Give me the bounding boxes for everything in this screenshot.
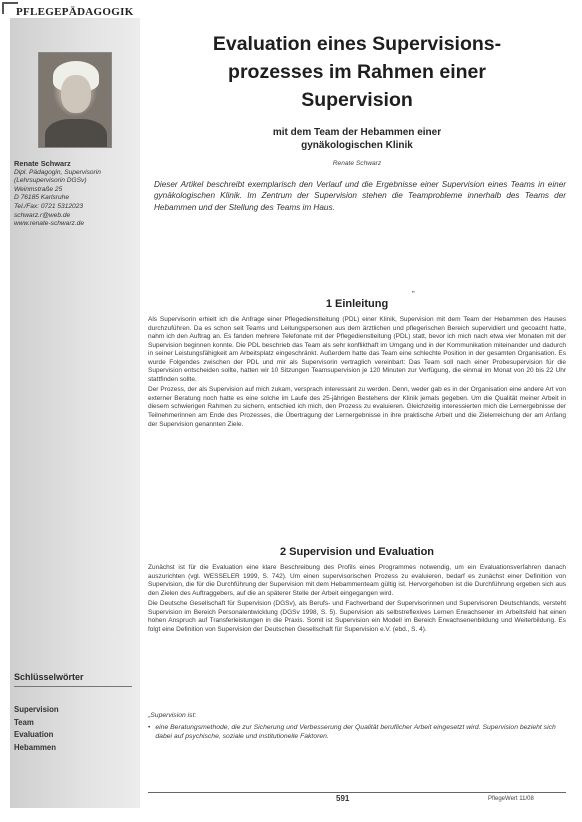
author-photo (38, 52, 112, 148)
footer-rule (148, 792, 566, 793)
definition-block (148, 712, 566, 741)
paragraph: Zunächst ist für die Evaluation eine klare Beschreibung des Profils eines Programmes notwendig, um ein Evaluationsverfahren danach auszurichten (vgl. WESSELER 1999, S. 742). Um einen supervisorischen Prozess zu evaluieren, bedarf es zunächst einer Definition von Supervision, die für die Durchführung der Supervision mit dem Hebammenteam gültig ist. Hervorgehoben ist die Durchführung ergeben sich aus den Zielen des Auftraggebers, auf die an späterer Stelle der Arbeit eingegangen wird. (148, 564, 566, 597)
section-supervision (148, 564, 566, 634)
article-title (148, 30, 566, 114)
title-line: prozesses im Rahmen einer (228, 61, 486, 83)
subtitle-line: mit dem Team der Hebammen einer (272, 127, 442, 138)
author-website[interactable]: www.renate-schwarz.de (14, 220, 84, 228)
paragraph: Die Deutsche Gesellschaft für Supervision (DGSv), als Berufs- und Fachverband der Supervisorinnen und Supervisoren Deutschlands, versteht Supervision im Bereich Personalentwicklung (DGSv 1998, S. 5). Supervision als selbstreflexives Lernen Erwachsener im Arbeitsfeld hat einen hohen Anspruch auf Transferleistungen in die Praxis. Somit ist Supervision ein Modell im Bereich Erwachsenenbildung und Weiterbildung. Es folgt eine Definition von Supervision der Deutschen Gesellschaft für Supervision e.V. (ebd., S. 4). (148, 600, 566, 633)
issue-label: PflegeWert 11/08 (488, 796, 534, 802)
section-heading-introduction: 1 Einleitung (325, 298, 389, 310)
paragraph: Als Supervisorin erhielt ich die Anfrage einer Pflegedienstleitung (PDL) einer Klinik, Supervision mit dem Team der Hebammen des Hauses durchzuführen. Da es schon seit Teams und Leitungspersonen aus dem ärztlichen und pflegerischen Bereich supervidiert und gecoacht hatte, nahm ich den Auftrag an. Es fanden mehrere Telefonate mit der Pflegedienstleitung (PDL) statt, bevor ich mich nach etwa vier Monaten mit der Supervision beginnen konnte. Die PDL beschrieb das Team als sehr konflikthaft im Umgang und in der Kommunikation miteinander und dadurch in seiner Leistungsfähigkeit am Arbeitsplatz eingeschränkt. Außerdem hatte das Team eine schlechte Position in der gesamten Organisation. Es wurde Folgendes zwischen der PDL und mir als Supervisorin vertraglich vereinbart: Das Team soll nach einer Probesupervision für die Supervision entscheiden sollte, hatten wir 10 Sitzungen Teamsupervision je 120 Minuten zur Verfügung, die einmal im Monat von 20 bis 22 Uhr stattfinden sollte. (148, 316, 566, 383)
author-line: Tel./Fax: 0721 5312023 (14, 202, 84, 210)
title-line: Supervision (301, 89, 413, 111)
article-abstract: Dieser Artikel beschreibt exemplarisch den Verlauf und die Ergebnisse einer Supervision eines Teams in einer gynäkologischen Klinik. Im Zentrum der Supervision stehen die Teamprobleme innerhalb des Teams der Hebammen und der Stellung des Teams im Haus. (154, 180, 566, 212)
page-number: 591 (336, 794, 350, 803)
keywords-title: Schlüsselwörter (14, 672, 84, 682)
author-email[interactable]: schwarz.r@web.de (14, 211, 71, 219)
author-contact (14, 160, 139, 229)
journal-name: PFLEGEPÄDAGOGIK (14, 6, 164, 18)
paragraph: Der Prozess, der als Supervision auf mich zukam, versprach interessant zu werden. Denn, weder gab es in der Organisation eine andere Art von externer Beratung noch hatte es eine solche im Laufe des 25-jährigen Bestehens der Klinik jemals gegeben. Um die Qualität meiner Arbeit in diesem schwierigen Rahmen zu sichern, entschied ich mich, den Prozess zu evaluieren. Gleichzeitig interessierten mich die Lernergebnisse der Teilnehmerinnen am Ende des Prozesses, die Übertragung der Lernergebnisse in ihre praktische Arbeit und die Zielerreichung der am Anfang der Supervision genannten Ziele. (148, 386, 566, 428)
definition-lead: „Supervision ist: (148, 712, 197, 719)
title-line: Evaluation eines Supervisions- (212, 33, 502, 55)
article-subtitle (148, 126, 566, 152)
keywords-list (14, 704, 59, 754)
article-header (148, 30, 566, 213)
keyword-item: Team (14, 717, 34, 727)
section-heading-supervision: 2 Supervision und Evaluation (279, 546, 435, 558)
author-role: Dipl. Pädagogin, Supervisorin (14, 168, 101, 176)
subtitle-line: gynäkologischen Klinik (301, 140, 413, 151)
section-introduction (148, 316, 566, 429)
article-byline: Renate Schwarz (332, 160, 382, 167)
author-line: (Lehrsupervisorin DGSv) (14, 177, 87, 185)
definition-text: eine Beratungsmethode, die zur Sicherung und Verbesserung der Qualität beruflicher Arbeit eingesetzt wird. Supervision bezieht sich dabei auf psychische, soziale und institutionelle Faktoren. (155, 723, 556, 740)
author-name: Renate Schwarz (14, 159, 71, 168)
keywords-divider (14, 686, 132, 687)
author-line: D 76185 Karlsruhe (14, 194, 69, 202)
definition-item (148, 724, 566, 742)
bullet-icon: • (148, 723, 151, 731)
keyword-item: Supervision (14, 705, 59, 714)
author-line: Weinmstraße 25 (14, 185, 63, 193)
scan-mark: ” (412, 290, 415, 299)
keyword-item: Evaluation (14, 730, 54, 740)
keyword-item: Hebammen (14, 742, 57, 752)
